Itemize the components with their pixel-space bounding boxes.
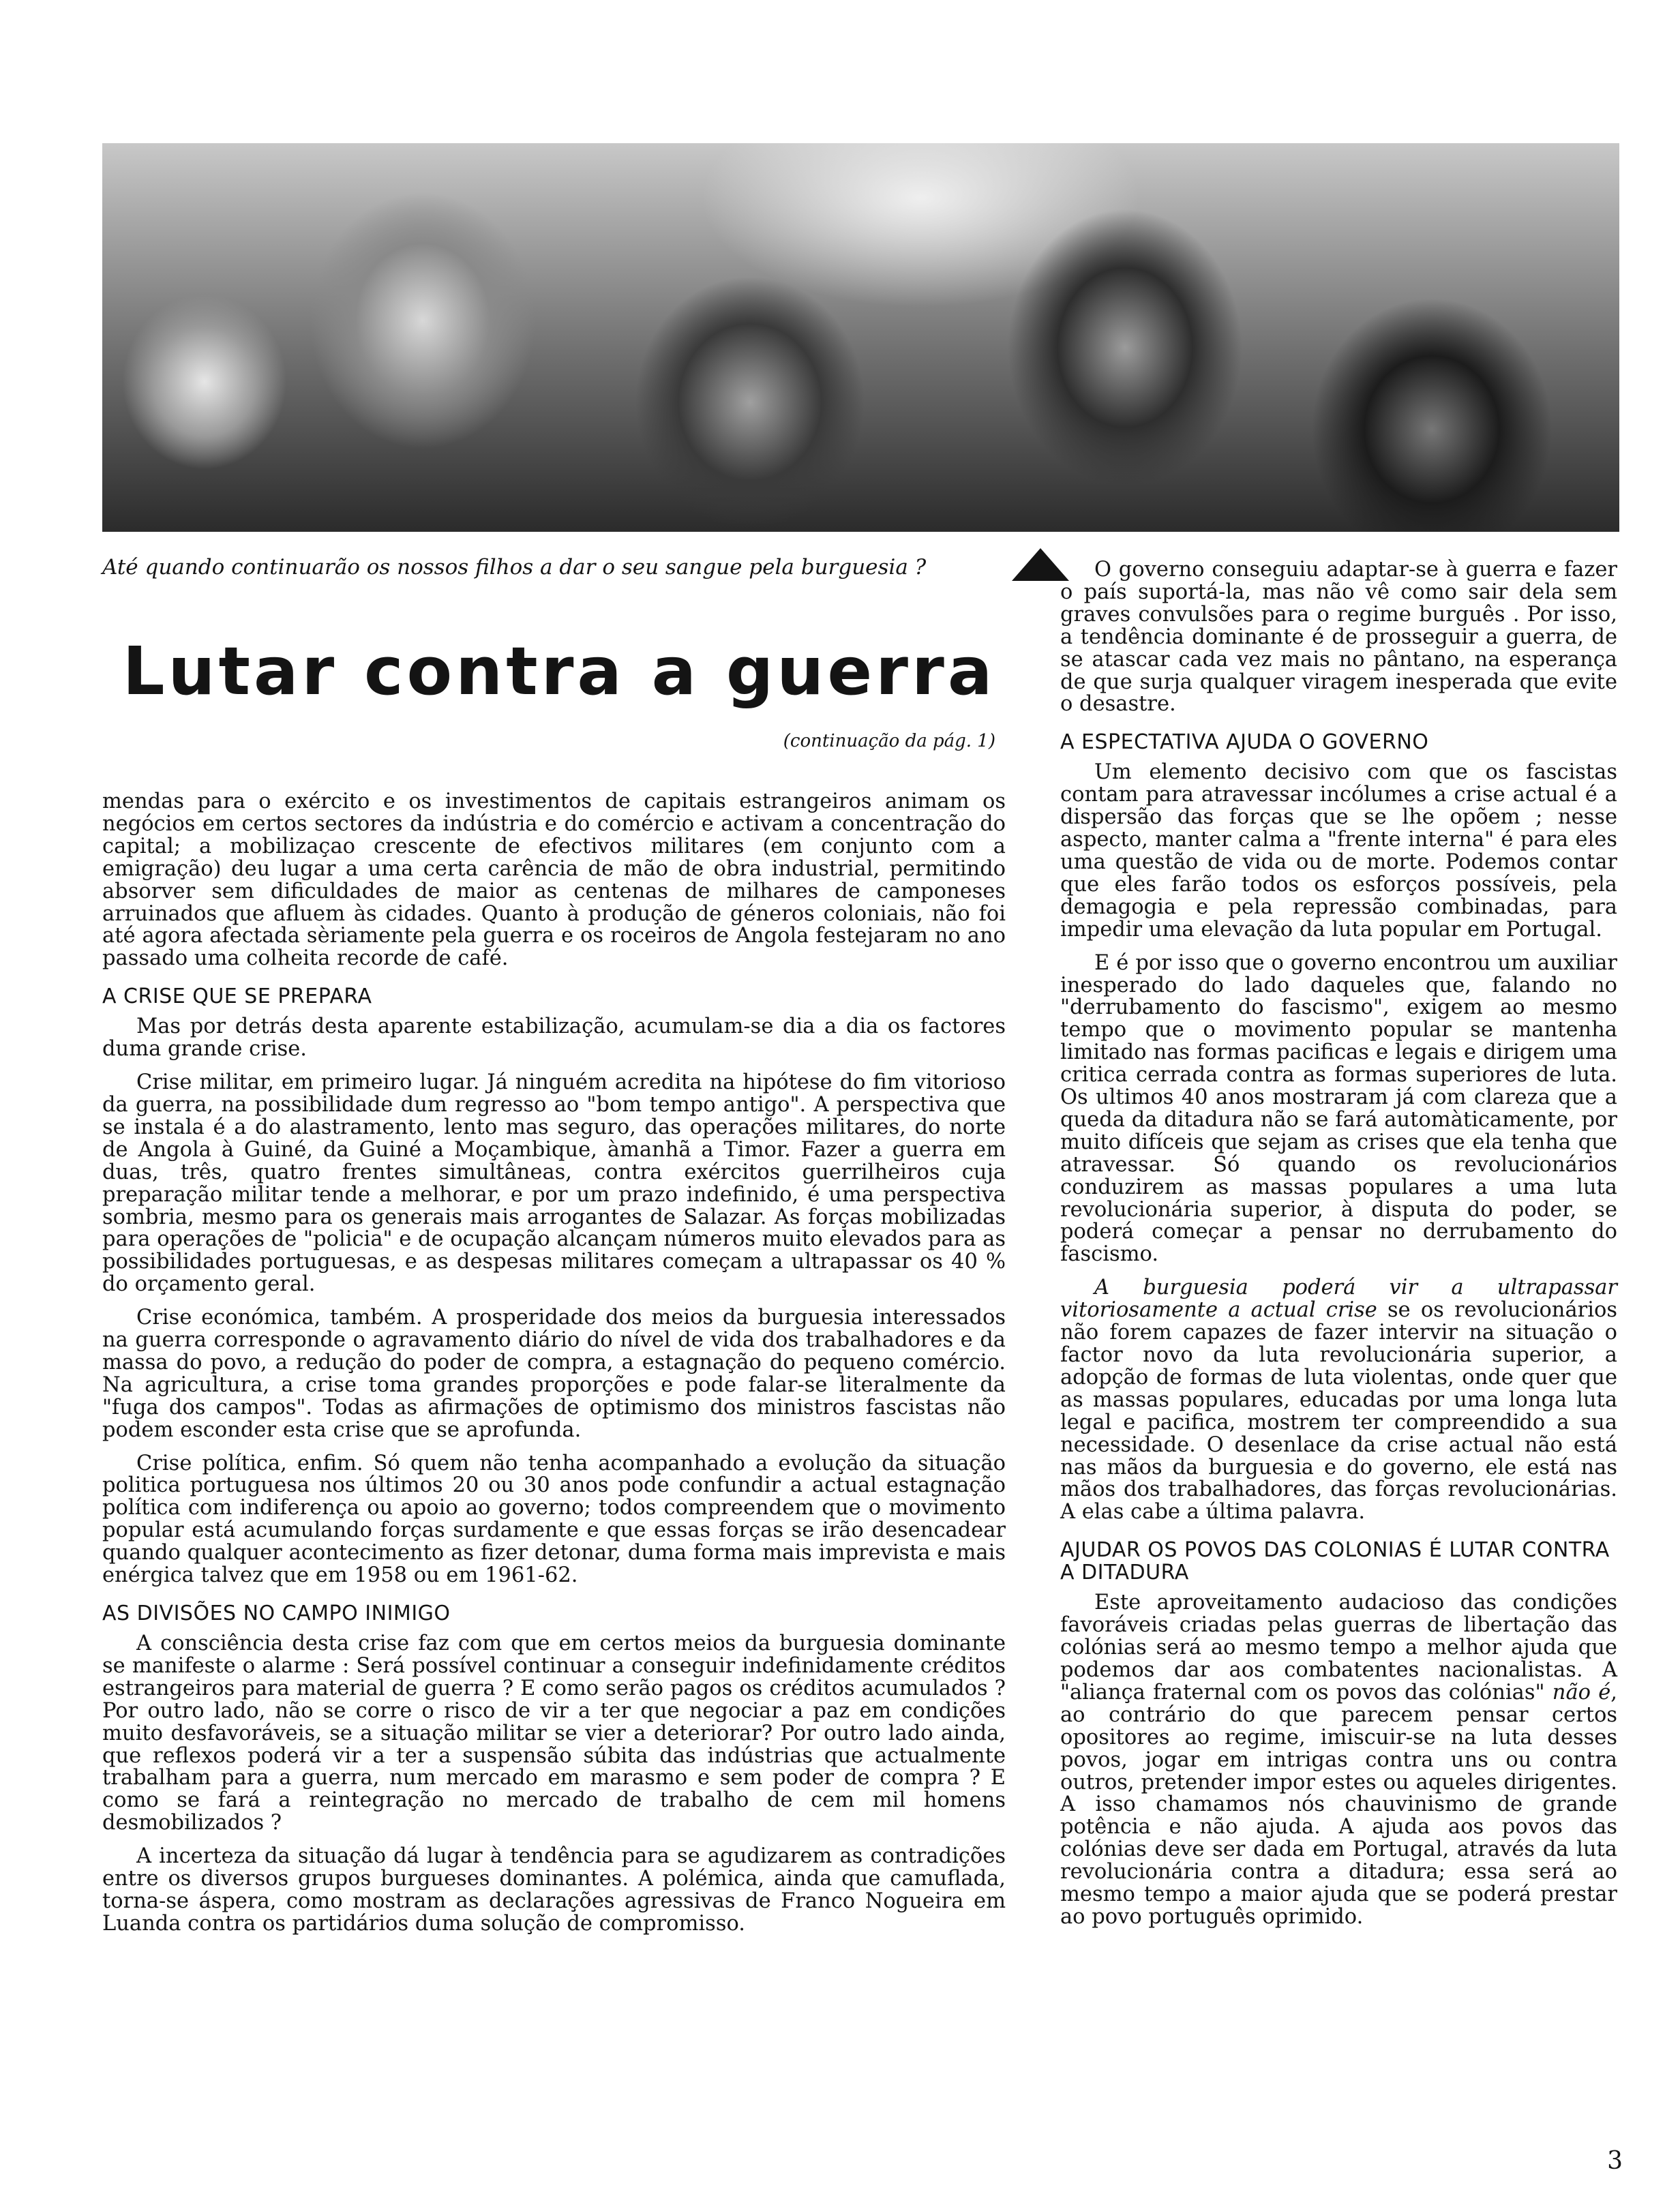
paragraph: Crise política, enfim. Só quem não tenha acompanhado a evolução da situação politica portuguesa nos últimos 20 ou 30 anos pode confundir a actual estagnação política com indiferença ou apoio ao governo; todos compreendem que o movimento popular está acumulando forças surdamente e que essas forças se irão desencadear quando qualquer acontecimento as fizer detonar, duma forma mais imprevista e mais enérgica talvez que em 1958 ou em 1961-62. [102, 1451, 1006, 1588]
section-heading: A ESPECTATIVA AJUDA O GOVERNO [1060, 730, 1429, 755]
italic-emphasis: não é [1552, 1680, 1611, 1704]
right-column [1060, 559, 1617, 1929]
header-photograph [102, 143, 1619, 532]
paragraph: Mas por detrás desta aparente estabilização, acumulam-se dia a dia os factores duma grande crise. [102, 1015, 1006, 1062]
italic-emphasis: A burguesia poderá vir a ultrapassar vitoriosamente a actual crise [1060, 1276, 1617, 1323]
paragraph: E é por isso que o governo encontrou um auxiliar inesperado do lado daqueles que, falando no "derrubamento do fascismo", exigem ao mesmo tempo que o movimento popular se mantenha limitado nas formas pacificas e legais e dirigem uma critica cerrada contra as formas superiores de luta. Os ultimos 40 anos mostraram já com clareza que a queda da ditadura não se fará automàticamente, por muito difíceis que sejam as crises que ela tenha que atravessar. Só quando os revolucionários conduzirem as massas populares a uma luta revolucionária superior, à disputa do poder, se poderá começar a pensar no derrubamento do fascismo. [1060, 950, 1617, 1267]
article-title: Lutar contra a guerra [122, 633, 996, 710]
photo-caption: Até quando continuarão os nossos filhos a dar o seu sangue pela burguesia ? [102, 555, 927, 580]
paragraph-text: se os revolucionários não forem capazes de fazer intervir na situação o factor novo da luta revolucionária superior, a adopção de formas de luta violentas, onde quer que as massas populares, educadas por uma longa luta legal e pacifica, mostrem ter compreendido a sua necessidade. O desenlace da crise actual não está nas mãos da burguesia e do governo, ele está nas mãos dos trabalhadores, das forças revolucionárias. A elas cabe a última palavra. [1060, 1298, 1617, 1524]
paragraph: A consciência desta crise faz com que em certos meios da burguesia dominante se manifeste o alarme : Será possível continuar a conseguir indefinidamente créditos estrangeiros para material de guerra ? E como serão pagos os créditos acumulados ? Por outro lado, não se corre o risco de vir a ter que negociar a paz em condições muito desfavoráveis, se a situação militar se vier a deteriorar? Por outro lado ainda, que reflexos poderá vir a ter a suspensão súbita das indústrias que actualmente trabalham para a guerra, num mercado em marasmo e sem poder de compra ? E como se fará a reintegração no mercado de trabalho de cem mil homens desmobilizados ? [102, 1632, 1006, 1835]
section-heading: AJUDAR OS POVOS DAS COLONIAS É LUTAR CONTRA A DITADURA [1060, 1538, 1610, 1585]
section-heading: AS DIVISÕES NO CAMPO INIMIGO [102, 1602, 451, 1625]
paragraph: Um elemento decisivo com que os fascistas contam para atravessar incólumes a crise actual é a dispersão das forças que se lhe opõem ; nesse aspecto, manter calma a "frente interna" é para eles uma questão de vida ou de morte. Podemos contar que eles farão todos os esforços possíveis, pela demagogia e pela repressão combinadas, para impedir uma elevação da luta popular em Portugal. [1060, 760, 1617, 942]
paragraph: Crise económica, também. A prosperidade dos meios da burguesia interessados na guerra corresponde o agravamento diário do nível de vida dos trabalhadores e da massa do povo, a redução do poder de compra, a estagnação do pequeno comércio. Na agricultura, a crise toma grandes proporções e pode falar-se literalmente da "fuga dos campos". Todas as afirmações de optimismo dos ministros fascistas não podem esconder esta crise que se aprofunda. [102, 1306, 1006, 1442]
paragraph [1060, 1592, 1617, 1929]
paragraph: A incerteza da situação dá lugar à tendência para se agudizarem as contradições entre os diversos grupos burgueses dominantes. A polémica, ainda que camuflada, torna-se áspera, como mostram as declarações agressivas de Franco Nogueira em Luanda contra os partidários duma solução de compromisso. [102, 1844, 1006, 1936]
section-heading: A CRISE QUE SE PREPARA [102, 985, 372, 1009]
paragraph [1060, 1277, 1617, 1524]
paragraph: O governo conseguiu adaptar-se à guerra e fazer o país suportá-la, mas não vê como sair dela sem graves convulsões para o regime burguês . Por isso, a tendência dominante é de prosseguir a guerra, de se atascar cada vez mais no pântano, na esperança de que surja qualquer viragem inesperada que evite o desastre. [1060, 558, 1617, 717]
paragraph-text: Este aproveitamento audacioso das condições favoráveis criadas pelas guerras de libertação das colónias será ao mesmo tempo a melhor ajuda que podemos dar aos combatentes nacionalistas. A "aliança fraternal com os povos das colónias" [1060, 1591, 1617, 1704]
paragraph: Crise militar, em primeiro lugar. Já ninguém acredita na hipótese do fim vitorioso da guerra, na possibilidade dum regresso ao "bom tempo antigo". A perspectiva que se instala é a do alastramento, lento mas seguro, das operações militares, do norte de Angola à Guiné, da Guiné a Moçambique, àmanhã a Timor. Fazer a guerra em duas, três, quatro frentes simultâneas, contra exércitos guerrilheiros cuja preparação militar tende a melhorar, e por um prazo indefinido, é uma perspectiva sombria, mesmo para os generais mais arrogantes de Salazar. As forças mobilizadas para operações de "policia" e de ocupação alcançam números muito elevados para as possibilidades portuguesas, e as despesas militares começam a ultrapassar os 40 % do orçamento geral. [102, 1070, 1006, 1297]
page-number: 3 [1607, 2147, 1623, 2175]
paragraph: mendas para o exército e os investimentos de capitais estrangeiros animam os negócios em certos sectores da indústria e do comércio e activam a concentração do capital; a mobilizaçao crescente de efectivos militares (em conjunto com a emigração) deu lugar a uma certa carência de mão de obra industrial, permitindo absorver sem dificuldades de maior as centenas de milhares de camponeses arruinados que afluem às cidades. Quanto à produção de géneros coloniais, não foi até agora afectada sèriamente pela guerra e os roceiros de Angola festejaram no ano passado uma colheita recorde de café. [102, 790, 1006, 971]
paragraph-text: , ao contrário do que parecem pensar certos opositores ao regime, imiscuir-se na luta desses povos, jogar em intrigas contra uns ou contra outros, pretender impor estes ou aqueles dirigentes. A isso chamamos nós chauvinismo de grande potência e não ajuda. A ajuda aos povos das colónias deve ser dada em Portugal, através da luta revolucionária contra a ditadura; essa será ao mesmo tempo a maior ajuda que se poderá prestar ao povo português oprimido. [1060, 1680, 1617, 1929]
left-column [102, 791, 1006, 1936]
continuation-note: (continuação da pág. 1) [783, 731, 995, 751]
